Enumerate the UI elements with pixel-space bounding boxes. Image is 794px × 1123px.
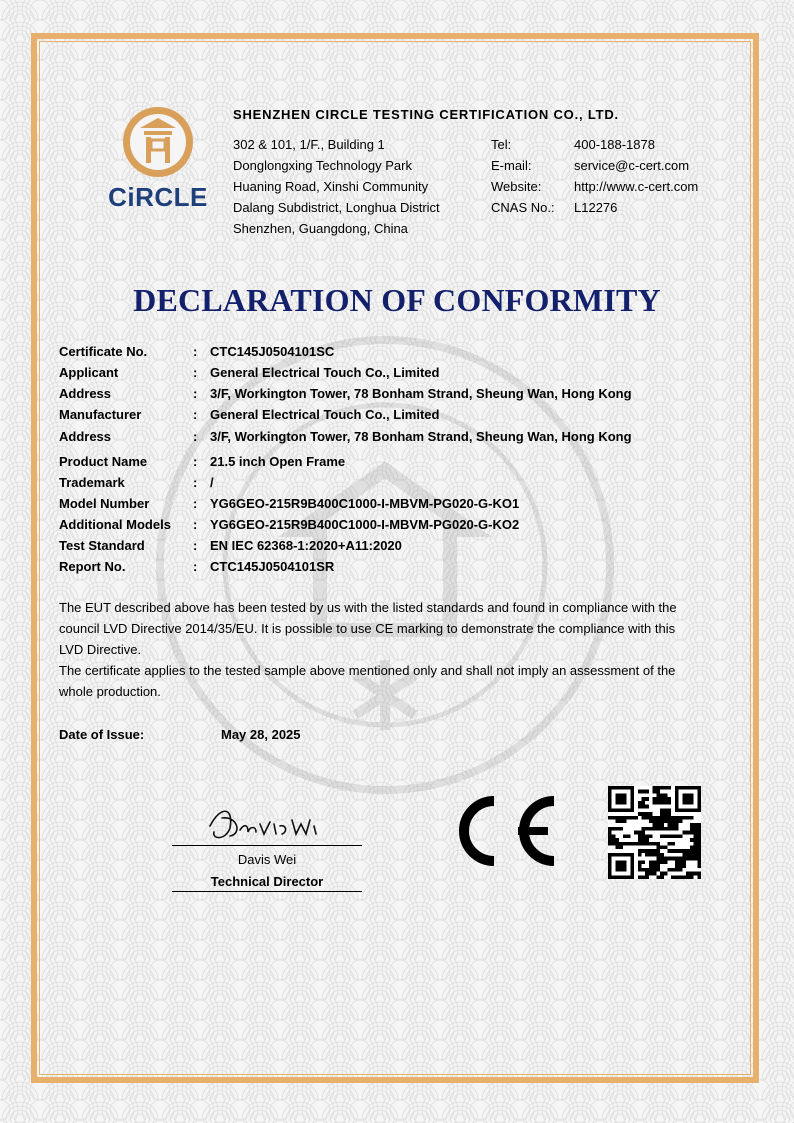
signatory-title: Technical Director bbox=[210, 874, 324, 889]
company-name: SHENZHEN CIRCLE TESTING CERTIFICATION CO., LTD. bbox=[233, 107, 619, 122]
title-underline bbox=[172, 891, 362, 892]
company-address bbox=[233, 134, 440, 239]
address-line: Huaning Road, Xinshi Community bbox=[233, 179, 429, 194]
company-contacts bbox=[491, 134, 698, 218]
address-line: Donglongxing Technology Park bbox=[233, 158, 412, 173]
ce-mark-icon bbox=[450, 795, 560, 867]
signatory-name: Davis Wei bbox=[237, 852, 297, 867]
date-of-issue-label: Date of Issue: bbox=[59, 727, 145, 742]
address-line: Shenzhen, Guangdong, China bbox=[233, 221, 408, 236]
compliance-statement: The EUT described above has been tested by us with the listed standards and found in compliance with the council LVD Directive 2014/35/EU. It is possible to use CE marking to demonstrate the compliance with this LVD Directive. The certificate applies to the tested sample above mentioned only and shall not imply an assessment of the whole production. bbox=[59, 600, 677, 699]
signature-icon bbox=[200, 796, 330, 846]
contact-website: Website: http://www.c-cert.com bbox=[491, 179, 699, 194]
contact-cnas: CNAS No.: L12276 bbox=[491, 200, 618, 215]
logo-wordmark: CiRCLE bbox=[108, 182, 208, 212]
address-line: Dalang Subdistrict, Longhua District bbox=[233, 200, 440, 215]
contact-tel: Tel: 400-188-1878 bbox=[491, 137, 655, 152]
date-of-issue-value: May 28, 2025 bbox=[221, 727, 301, 742]
address-line: 302 & 101, 1/F., Building 1 bbox=[233, 137, 385, 152]
signature-line bbox=[172, 845, 362, 846]
qr-code-icon bbox=[607, 786, 702, 879]
contact-email: E-mail: service@c-cert.com bbox=[491, 158, 690, 173]
document-title: DECLARATION OF CONFORMITY bbox=[133, 282, 661, 318]
